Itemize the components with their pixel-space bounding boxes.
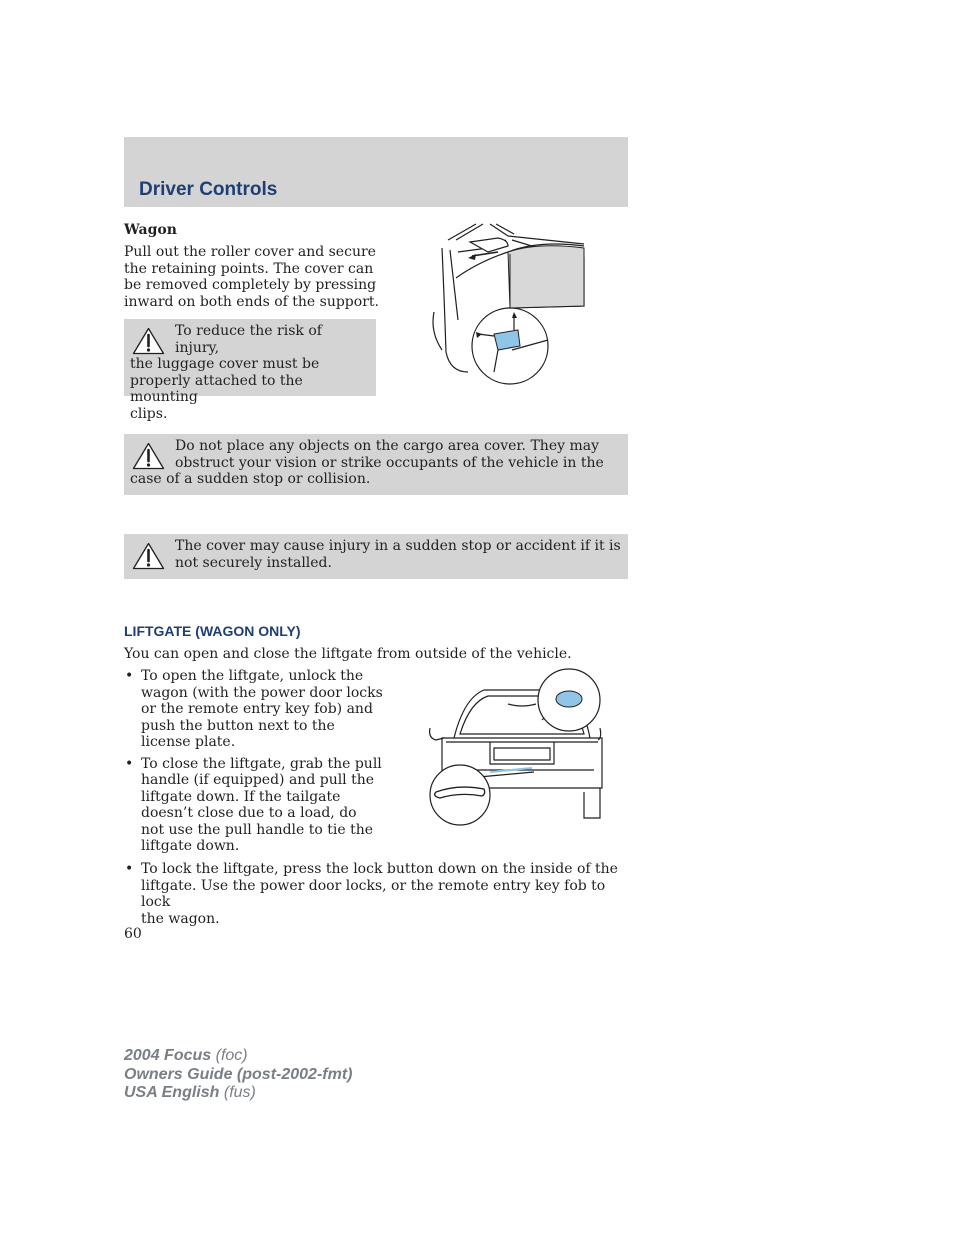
warning-box-cover-injury: The cover may cause injury in a sudden stop or accident if it is not securely installed.: [124, 534, 628, 579]
list-item: • To open the liftgate, unlock the wagon (with the power door locks or the remote entry key fob) and push the button next to the license plate.: [125, 668, 383, 750]
liftgate-intro: You can open and close the liftgate from outside of the vehicle.: [124, 646, 572, 662]
liftgate-heading: LIFTGATE (WAGON ONLY): [124, 623, 301, 639]
liftgate-rear-view-illustration: [424, 668, 604, 830]
document-footer: 2004 Focus (foc) Owners Guide (post-2002-fmt) USA English (fus): [124, 1047, 353, 1101]
liftgate-bullet-list-top: [124, 668, 384, 860]
section-title: Driver Controls: [139, 179, 278, 200]
warning-triangle-icon: [132, 442, 165, 470]
page-number: 60: [124, 926, 142, 942]
warning-triangle-icon: [132, 327, 165, 355]
wagon-body: Pull out the roller cover and secure the retaining points. The cover can be removed completely by pressing inward on both ends of the support.: [124, 244, 379, 310]
warning-box-luggage-cover: To reduce the risk of injury, the luggage cover must be properly attached to the mounting clips.: [124, 319, 376, 396]
section-header-band: [124, 137, 628, 207]
warning-box-cargo-cover-objects: Do not place any objects on the cargo area cover. They may obstruct your vision or strike occupants of the vehicle in the case of a sudden stop or collision.: [124, 434, 628, 495]
cargo-cover-illustration: [428, 222, 590, 386]
liftgate-bullet-list-bottom: [124, 861, 628, 932]
list-item: • To close the liftgate, grab the pull handle (if equipped) and pull the liftgate down. If the tailgate doesn’t close due to a load, do not use the pull handle to tie the liftgate down.: [125, 755, 382, 854]
list-item: • To lock the liftgate, press the lock button down on the inside of the liftgate. Use the power door locks, or the remote entry key fob to lock the wagon.: [125, 861, 618, 927]
wagon-subheading: Wagon: [124, 222, 177, 238]
warning-triangle-icon: [132, 542, 165, 570]
